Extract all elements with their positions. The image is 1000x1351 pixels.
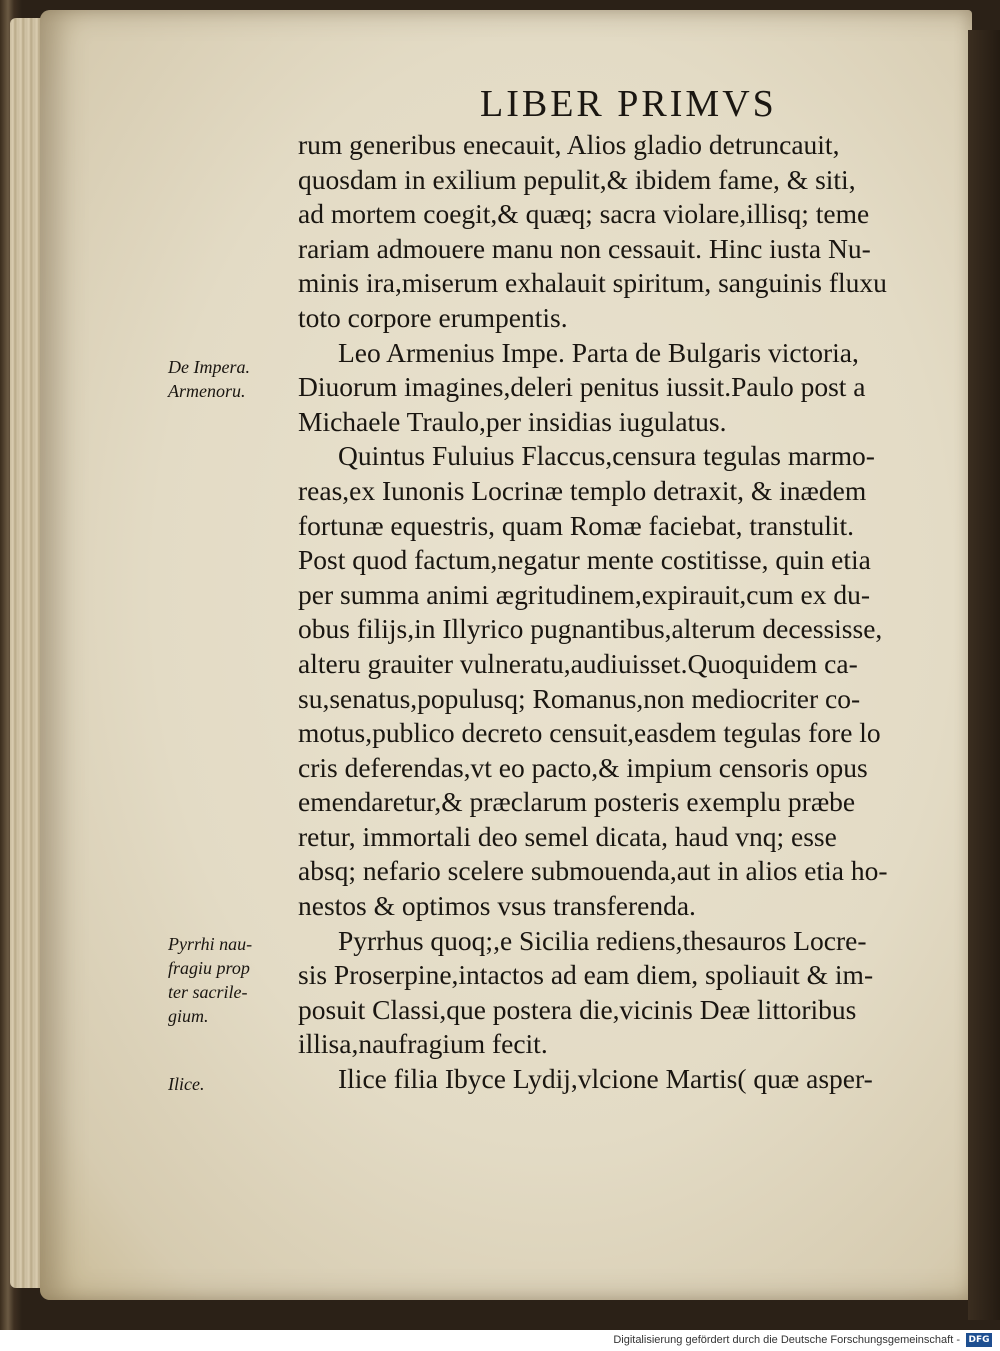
text-line: Ilice filia Ibyce Lydij,vlcione Martis( quæ asper- [338, 1063, 873, 1095]
running-head: LIBER PRIMVS [480, 83, 777, 125]
text-line: obus filijs,in Illyrico pugnantibus,alterum decessisse, [298, 613, 883, 645]
footer-credit: Digitalisierung gefördert durch die Deutsche Forschungsgemeinschaft - [613, 1334, 960, 1346]
marginal-note-leo [168, 355, 293, 403]
text-line: rum generibus enecauit, Alios gladio detruncauit, [298, 129, 840, 160]
text-line: ad mortem coegit,& quæq; sacra violare,illisq; teme [298, 198, 870, 230]
text-line: alteru grauiter vulneratu,audiuisset.Quoquidem ca- [298, 647, 858, 679]
dfg-logo: DFG [966, 1333, 992, 1347]
text-line: motus,publico decreto censuit,easdem tegulas fore lo [298, 717, 881, 749]
text-line: quosdam in exilium pepulit,& ibidem fame, & siti, [298, 163, 856, 195]
text-line: reas,ex Iunonis Locrinæ templo detraxit, & inædem [298, 474, 867, 506]
text-line: Pyrrhus quoq;,e Sicilia rediens,thesauros Locre- [338, 924, 867, 956]
text-line: illisa,naufragium fecit. [298, 1028, 548, 1060]
text-line: emendaretur,& præclarum posteris exemplu præbe [298, 786, 856, 818]
text-line: Leo Armenius Impe. Parta de Bulgaris victoria, [338, 336, 859, 368]
marginal-note-line: De Impera. [168, 357, 250, 377]
text-line: toto corpore erumpentis. [298, 301, 568, 333]
text-line: cris deferendas,vt eo pacto,& impium censoris opus [298, 751, 868, 783]
marginal-note-line: Armenoru. [168, 381, 246, 401]
text-line: sis Proserpine,intactos ad eam diem, spoliauit & im- [298, 959, 874, 991]
marginal-note-line: Pyrrhi nau- [168, 934, 253, 954]
text-line: absq; nefario scelere submouenda,aut in alios etia ho- [298, 855, 888, 887]
text-line: Quintus Fuluius Flaccus,censura tegulas marmo- [338, 440, 875, 472]
text-line: posuit Classi,que postera die,vicinis Deæ littoribus [298, 993, 857, 1025]
text-line: Diuorum imagines,deleri penitus iussit.Paulo post a [298, 371, 866, 403]
marginal-note-line: ter sacrile- [168, 982, 248, 1002]
marginal-note-line: Ilice. [168, 1074, 205, 1094]
text-line: fortunæ equestris, quam Romæ faciebat, transtulit. [298, 509, 855, 541]
body-text [298, 128, 938, 1097]
page-shadow [968, 30, 1000, 1320]
text-line: nestos & optimos vsus transferenda. [298, 890, 696, 922]
marginal-note-line: fragiu prop [168, 958, 250, 978]
text-line: rariam admouere manu non cessauit. Hinc iusta Nu- [298, 232, 871, 264]
text-line: retur, immortali deo semel dicata, haud vnq; esse [298, 820, 837, 852]
footer-bar [0, 1330, 1000, 1351]
marginal-note-ilice [168, 1072, 293, 1096]
text-line: Post quod factum,negatur mente costitisse, quin etia [298, 544, 871, 576]
text-line: per summa animi ægritudinem,expirauit,cum ex du- [298, 578, 871, 610]
marginal-note-pyrrhus [168, 932, 293, 1028]
text-line: su,senatus,populusq; Romanus,non mediocriter co- [298, 682, 861, 714]
text-line: Michaele Traulo,per insidias iugulatus. [298, 405, 727, 437]
text-line: minis ira,miserum exhalauit spiritum, sanguinis fluxu [298, 267, 887, 299]
marginal-note-line: gium. [168, 1006, 209, 1026]
